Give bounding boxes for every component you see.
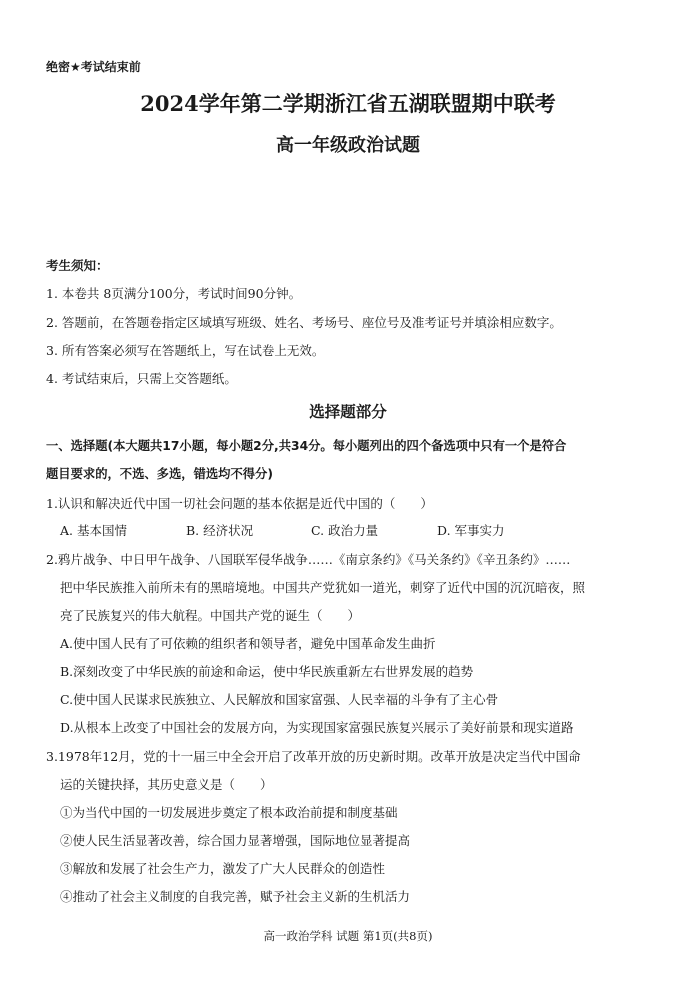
q2-option-a: A.使中国人民有了可依赖的组织者和领导者，避免中国革命发生曲折: [60, 636, 436, 651]
q3-stem-line-2: 运的关键抉择，其历史意义是（ ）: [60, 777, 273, 792]
q1-option-c: C. 政治力量: [311, 523, 379, 538]
q1-option-a: A. 基本国情: [60, 523, 127, 538]
notice-item-4: 4. 考试结束后，只需上交答题纸。: [46, 371, 237, 386]
q2-option-c: C.使中国人民谋求民族独立、人民解放和国家富强、人民幸福的斗争有了主心骨: [60, 692, 499, 707]
section-title: 选择题部分: [309, 402, 387, 421]
q3-option-2: ②使人民生活显著改善，综合国力显著增强，国际地位显著提高: [60, 833, 411, 848]
q1-option-d: D. 军事实力: [437, 523, 505, 538]
q3-option-3: ③解放和发展了社会生产力，激发了广大人民群众的创造性: [60, 861, 386, 876]
q2-stem-line-2: 把中华民族推入前所未有的黑暗境地。中国共产党犹如一道光，刺穿了近代中国的沉沉暗夜，照: [60, 580, 586, 595]
notice-item-3: 3. 所有答案必须写在答题纸上，写在试卷上无效。: [46, 343, 325, 358]
q2-option-b: B.深刻改变了中华民族的前途和命运，使中华民族重新左右世界发展的趋势: [60, 664, 474, 679]
q3-stem-line-1: 3.1978年12月，党的十一届三中全会开启了改革开放的历史新时期。改革开放是决定当代中国命: [46, 749, 581, 764]
secret-label: 绝密★考试结束前: [46, 60, 141, 74]
q2-option-d: D.从根本上改变了中国社会的发展方向，为实现国家富强民族复兴展示了美好前景和现实道路: [60, 720, 574, 735]
q3-option-4: ④推动了社会主义制度的自我完善，赋予社会主义新的生机活力: [60, 889, 411, 904]
q2-stem-line-3: 亮了民族复兴的伟大航程。中国共产党的诞生（ ）: [60, 608, 361, 623]
notice-heading: 考生须知：: [46, 258, 109, 273]
exam-subtitle: 高一年级政治试题: [276, 135, 420, 156]
notice-item-2: 2. 答题前，在答题卷指定区域填写班级、姓名、考场号、座位号及准考证号并填涂相应数字。: [46, 315, 562, 330]
q3-option-1: ①为当代中国的一切发展进步奠定了根本政治前提和制度基础: [60, 805, 398, 820]
page-footer: 高一政治学科 试题 第1页(共8页): [263, 929, 433, 943]
q2-stem-line-1: 2.鸦片战争、中日甲午战争、八国联军侵华战争……《南京条约》《马关条约》《辛丑条约》……: [46, 552, 571, 567]
notice-item-1: 1. 本卷共 8页满分100分，考试时间90分钟。: [46, 286, 302, 301]
section-instruction-line-2: 题目要求的，不选、多选，错选均不得分): [46, 467, 273, 481]
exam-title: 2024学年第二学期浙江省五湖联盟期中联考: [140, 91, 556, 116]
q1-stem: 1.认识和解决近代中国一切社会问题的基本依据是近代中国的（ ）: [46, 496, 433, 511]
q1-option-b: B. 经济状况: [186, 523, 254, 538]
section-instruction-line-1: 一、选择题(本大题共17小题，每小题2分,共34分。每小题列出的四个备选项中只有一个是符合: [46, 439, 567, 453]
